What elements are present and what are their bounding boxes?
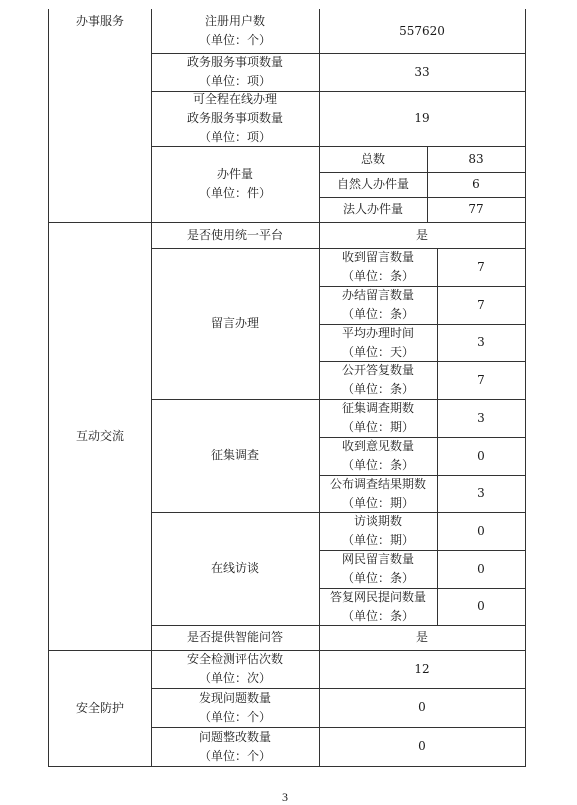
- sub-label-natural: 自然人办件量: [336, 177, 409, 191]
- table-border: [525, 9, 526, 766]
- sub-label-legal: 法人办件量: [342, 202, 403, 216]
- row-label-registered-users: 注册用户数 （单位：个）: [198, 14, 271, 47]
- sub-value-total: 83: [468, 151, 484, 166]
- row-value-unified-platform: 是: [415, 227, 428, 242]
- row-value-checks: 12: [414, 661, 430, 676]
- table-divider: [319, 437, 526, 438]
- table-divider: [319, 588, 526, 589]
- page-number: 3: [282, 790, 288, 804]
- row-value-issues: 0: [418, 700, 426, 714]
- section-label-service: 办事服务: [75, 13, 124, 28]
- sub-value-avg-time: 3: [477, 335, 485, 349]
- table-divider: [151, 727, 526, 728]
- section-label-interaction: 互动交流: [75, 428, 124, 443]
- sub-value-received-msgs: 7: [477, 259, 485, 274]
- row-label-handled: 办件量 （单位：件）: [198, 167, 271, 200]
- sub-value-legal: 77: [468, 202, 484, 216]
- sub-value-interview-periods: 0: [477, 523, 485, 538]
- row-label-checks: 安全检测评估次数 （单位：次）: [186, 652, 283, 685]
- group-label-survey: 征集调查: [210, 448, 259, 462]
- table-divider: [151, 9, 152, 766]
- table-divider: [319, 361, 526, 362]
- sub-value-public-replies: 7: [477, 372, 485, 387]
- sub-label-received-msgs: 收到留言数量 （单位：条）: [341, 250, 414, 283]
- row-value-fixed: 0: [418, 739, 426, 753]
- table-border: [48, 766, 526, 767]
- table-divider: [151, 512, 526, 513]
- row-label-online-items: 可全程在线办理 政务服务事项数量 （单位：项）: [186, 92, 283, 144]
- table-divider: [151, 53, 526, 54]
- table-divider: [151, 399, 526, 400]
- row-value-smart-qa: 是: [415, 630, 428, 644]
- sub-label-avg-time: 平均办理时间 （单位：天）: [341, 325, 414, 359]
- table-divider: [319, 324, 526, 325]
- table-divider: [319, 550, 526, 551]
- row-label-unified-platform: 是否使用统一平台: [186, 227, 283, 242]
- section-label-security: 安全防护: [75, 700, 124, 715]
- sub-label-survey-periods: 征集调查期数 （单位：期）: [341, 401, 414, 434]
- table-border: [48, 9, 49, 766]
- sub-label-netizen-msgs: 网民留言数量 （单位：条）: [341, 552, 414, 585]
- table-divider: [427, 146, 428, 222]
- row-value-gov-items: 33: [414, 64, 430, 79]
- table-divider: [319, 9, 320, 766]
- row-label-smart-qa: 是否提供智能问答: [186, 630, 283, 644]
- sub-value-closed-msgs: 7: [477, 297, 485, 312]
- group-label-messages: 留言办理: [210, 316, 259, 330]
- table-divider: [48, 650, 526, 651]
- row-label-fixed: 问题整改数量 （单位：个）: [198, 729, 271, 763]
- table-divider: [48, 222, 526, 223]
- sub-label-interview-periods: 访谈期数 （单位：期）: [341, 514, 414, 547]
- sub-label-opinions: 收到意见数量 （单位：条）: [341, 439, 414, 472]
- sub-label-results-published: 公布调查结果期数 （单位：期）: [329, 476, 426, 510]
- sub-value-netizen-msgs: 0: [477, 561, 485, 576]
- row-label-issues: 发现问题数量 （单位：个）: [198, 690, 271, 724]
- table-divider: [151, 688, 526, 689]
- row-value-online-items: 19: [414, 111, 430, 125]
- row-value-registered-users: 557620: [399, 23, 445, 38]
- sub-label-answered-questions: 答复网民提问数量 （单位：条）: [329, 589, 426, 623]
- table-divider: [319, 172, 526, 173]
- table-divider: [319, 197, 526, 198]
- table-divider: [319, 475, 526, 476]
- row-label-gov-items: 政务服务事项数量 （单位：项）: [186, 55, 283, 88]
- table-divider: [151, 625, 526, 626]
- sub-label-closed-msgs: 办结留言数量 （单位：条）: [341, 288, 414, 321]
- sub-value-survey-periods: 3: [477, 410, 485, 425]
- sub-label-public-replies: 公开答复数量 （单位：条）: [341, 363, 414, 396]
- sub-value-opinions: 0: [477, 448, 485, 463]
- sub-value-answered-questions: 0: [477, 599, 485, 613]
- sub-value-results-published: 3: [477, 486, 485, 500]
- table-divider: [151, 146, 526, 147]
- table-divider: [151, 248, 526, 249]
- group-label-interview: 在线访谈: [210, 561, 259, 575]
- table-divider: [319, 286, 526, 287]
- sub-value-natural: 6: [472, 177, 480, 191]
- table-divider: [151, 91, 526, 92]
- sub-label-total: 总数: [360, 151, 385, 166]
